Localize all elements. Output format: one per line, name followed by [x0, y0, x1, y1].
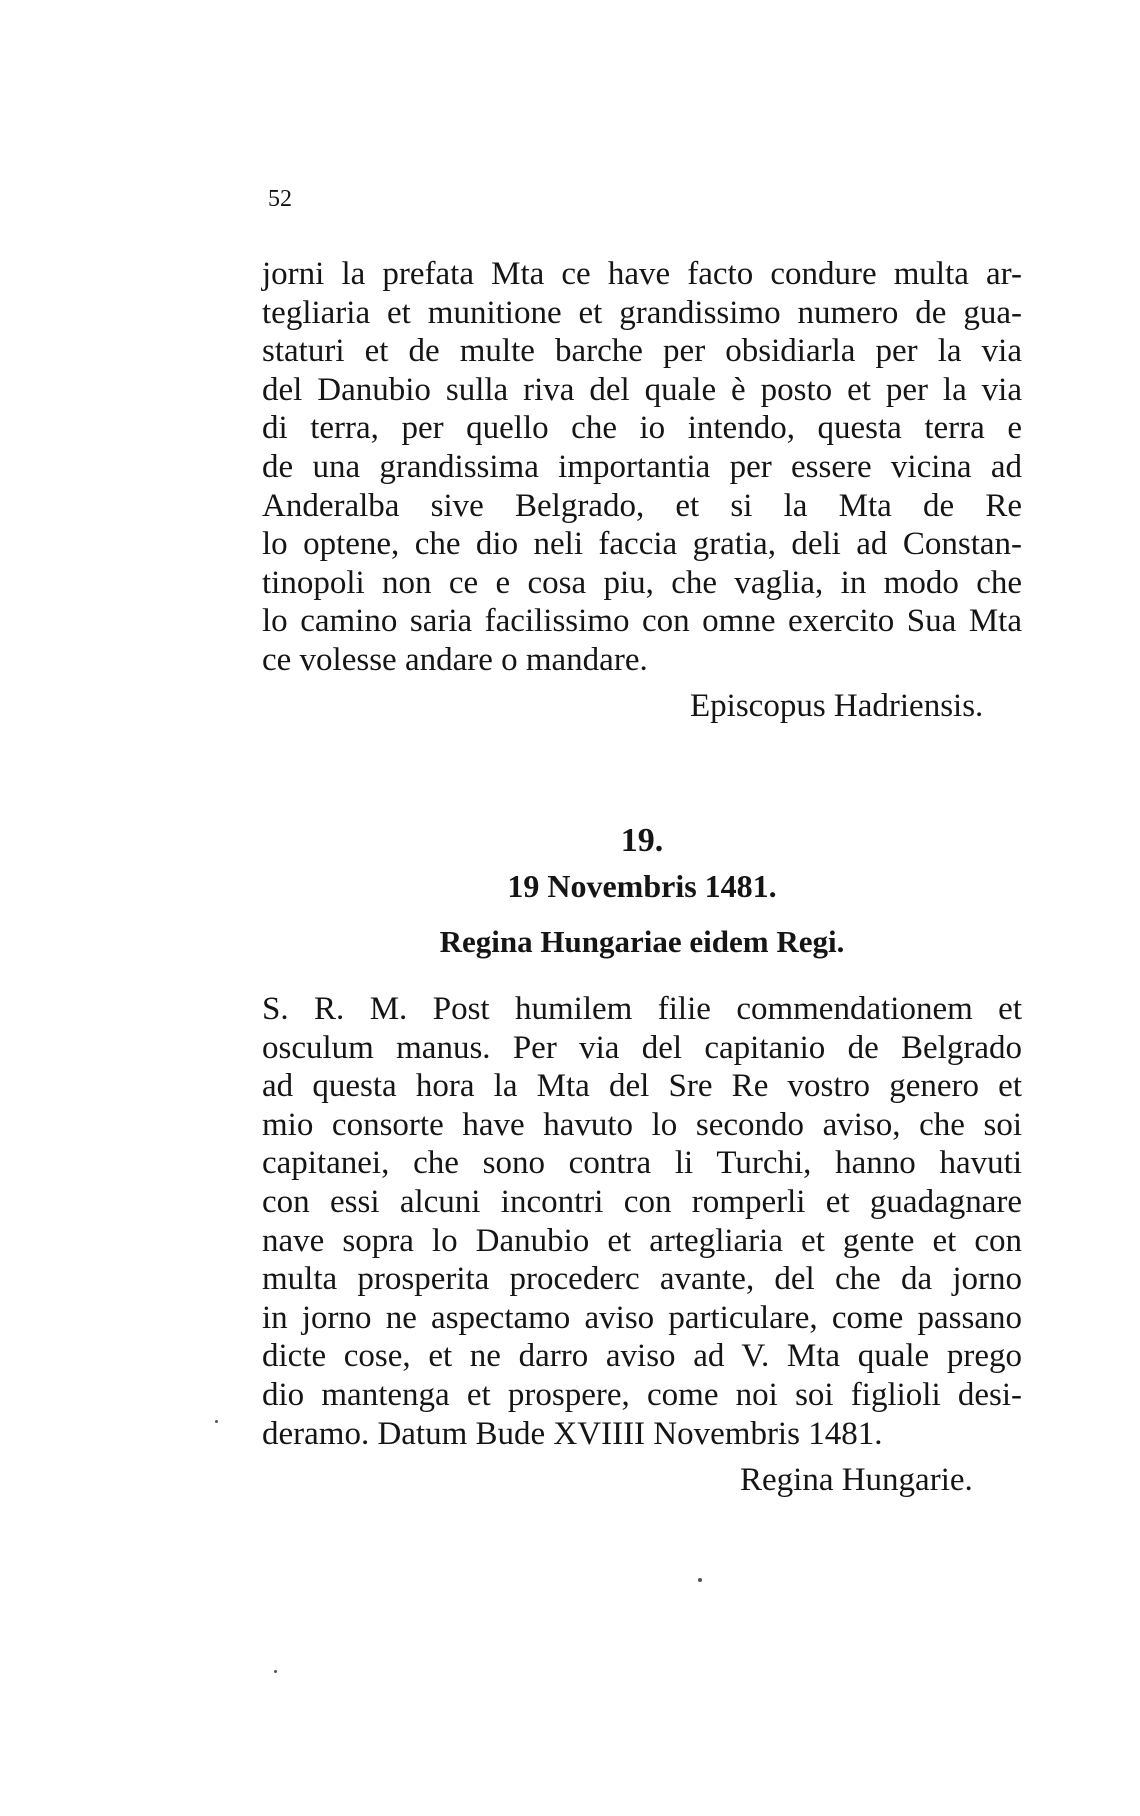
text-line: deramo. Datum Bude XVIIII Novembris 1481.	[262, 1415, 883, 1452]
text-line: tegliaria et munitione et grandissimo numero de gua-	[262, 294, 1022, 331]
letter-b-signature: Regina Hungarie.	[740, 1462, 973, 1498]
text-line: di terra, per quello che io intendo, questa terra e	[262, 410, 1022, 447]
text-line: multa prosperita procederc avante, del che da jorno	[262, 1261, 1022, 1298]
letter-a-body	[262, 255, 1022, 680]
ink-speck	[698, 1578, 702, 1582]
text-line: lo camino saria facilissimo con omne exercito Sua Mta	[262, 603, 1022, 640]
text-line: lo optene, che dio neli faccia gratia, deli ad Constan-	[262, 526, 1022, 563]
letter-a-signature: Episcopus Hadriensis.	[690, 688, 984, 724]
ink-speck	[274, 1670, 277, 1673]
text-line: con essi alcuni incontri con romperli et guadagnare	[262, 1183, 1022, 1220]
text-line: del Danubio sulla riva del quale è posto et per la via	[262, 371, 1022, 408]
text-line: jorni la prefata Mta ce have facto condure multa ar-	[262, 256, 1022, 292]
text-line: Anderalba sive Belgrado, et si la Mta de Re	[262, 487, 1022, 524]
document-heading: Regina Hungariae eidem Regi.	[439, 924, 845, 959]
text-line: in jorno ne aspectamo aviso particulare, come passano	[262, 1299, 1022, 1336]
document-number: 19.	[620, 822, 664, 859]
page-number: 52	[268, 186, 292, 212]
text-line: osculum manus. Per via del capitanio de Belgrado	[262, 1029, 1022, 1066]
text-line: ce volesse andare o mandare.	[262, 641, 648, 678]
text-line: S. R. M. Post humilem filie commendationem et	[262, 991, 1022, 1027]
text-line: capitanei, che sono contra li Turchi, hanno havuti	[262, 1145, 1022, 1182]
text-line: dio mantenga et prospere, come noi soi figlioli desi-	[262, 1376, 1022, 1413]
text-line: nave sopra lo Danubio et artegliaria et gente et con	[262, 1222, 1022, 1259]
text-line: ad questa hora la Mta del Sre Re vostro genero et	[262, 1068, 1022, 1105]
text-line: staturi et de multe barche per obsidiarla per la via	[262, 333, 1022, 370]
text-line: mio consorte have havuto lo secondo aviso, che soi	[262, 1106, 1022, 1143]
document-date: 19 Novembris 1481.	[507, 868, 777, 904]
text-line: tinopoli non ce e cosa piu, che vaglia, in modo che	[262, 564, 1022, 601]
text-line: dicte cose, et ne darro aviso ad V. Mta quale prego	[262, 1338, 1022, 1375]
text-line: de una grandissima importantia per essere vicina ad	[262, 448, 1022, 485]
letter-b-body	[262, 990, 1022, 1453]
ink-speck	[215, 1420, 218, 1423]
